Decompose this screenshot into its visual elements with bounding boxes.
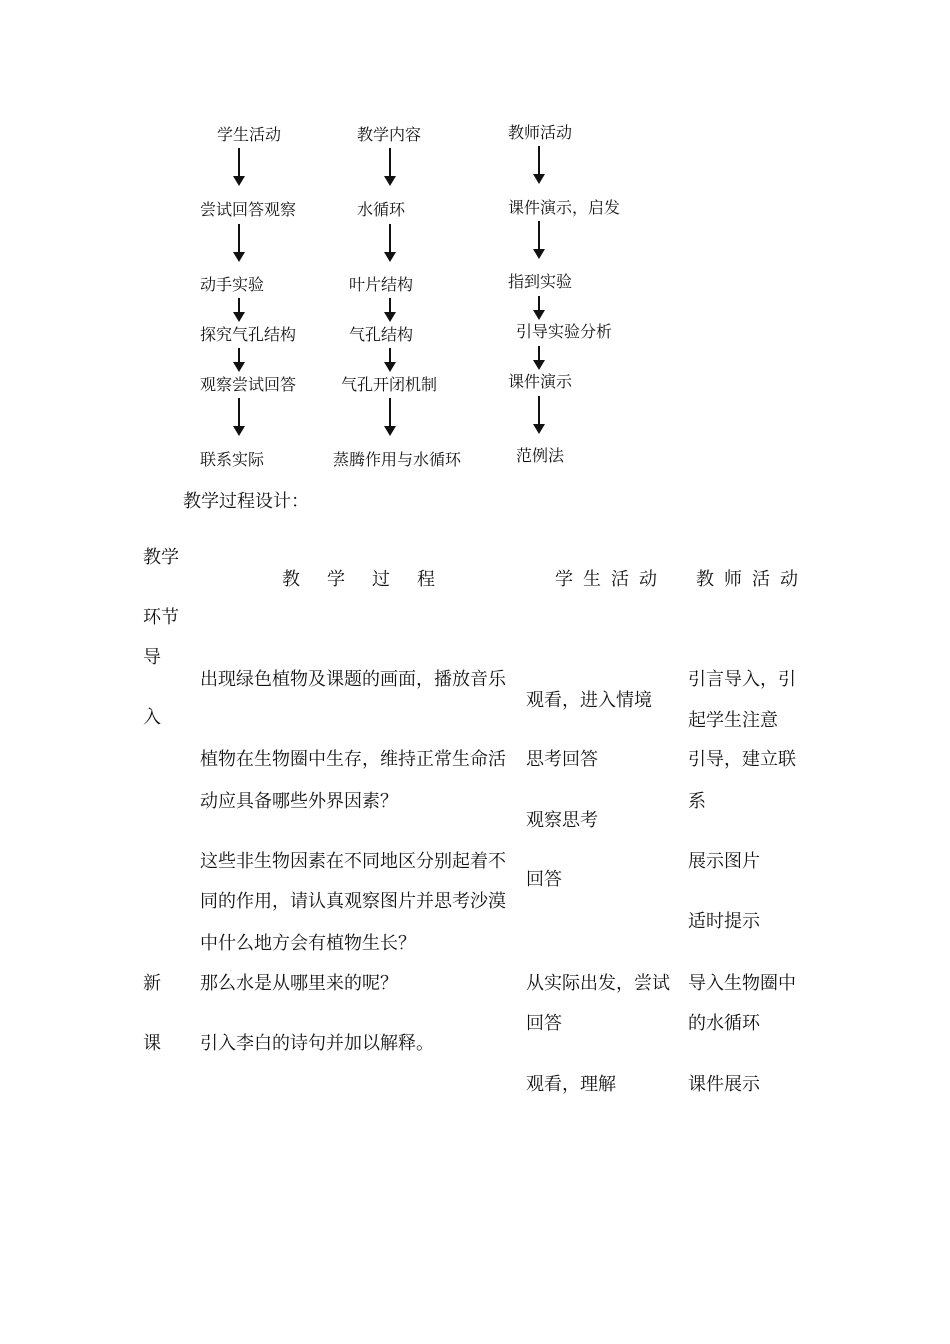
flow-node: 尝试回答观察 [200,200,297,219]
flow-node: 叶片结构 [349,275,414,294]
teacher-line: 系 [688,791,706,812]
arrow-down-icon [384,224,396,262]
teacher-line: 课件展示 [688,1074,760,1095]
flow-node: 课件演示，启发 [508,198,621,217]
process-line: 这些非生物因素在不同地区分别起着不 [200,851,506,872]
process-line: 引入李白的诗句并加以解释。 [200,1033,434,1054]
process-line: 中什么地方会有植物生长？ [200,933,416,954]
arrow-down-icon [233,298,245,322]
flow-node: 引导实验分析 [516,322,613,341]
teacher-line: 的水循环 [688,1013,760,1034]
teacher-line: 起学生注意 [688,710,778,731]
flow-node: 水循环 [357,200,406,219]
flow-node: 探究气孔结构 [200,325,297,344]
arrow-down-icon [533,221,545,259]
process-line: 植物在生物圈中生存，维持正常生命活 [200,749,506,770]
header-stage-line2: 环节 [143,607,179,628]
flow-node: 课件演示 [508,372,573,391]
flow-node: 联系实际 [200,450,265,469]
stage-intro-line2: 入 [143,707,161,728]
arrow-down-icon [533,146,545,184]
student-line: 从实际出发，尝试 [526,973,670,994]
arrow-down-icon [384,298,396,322]
flow-node: 动手实验 [200,275,265,294]
flow-node: 蒸腾作用与水循环 [333,450,462,469]
student-line: 观看，进入情境 [526,690,652,711]
arrow-down-icon [233,148,245,186]
header-stage-line1: 教学 [143,547,179,568]
process-line: 动应具备哪些外界因素？ [200,791,398,812]
header-student: 学生活动 [555,569,667,590]
student-line: 观看，理解 [526,1074,616,1095]
teacher-line: 引导，建立联 [688,749,796,770]
stage-new-line1: 新 [143,973,161,994]
section-title: 教学过程设计： [183,491,309,512]
arrow-down-icon [384,398,396,436]
flow-node: 学生活动 [217,125,282,144]
teacher-line: 引言导入，引 [688,669,796,690]
flow-node: 气孔开闭机制 [341,375,438,394]
student-line: 观察思考 [526,810,598,831]
student-line: 回答 [526,869,562,890]
process-line: 同的作用，请认真观察图片并思考沙漠 [200,891,506,912]
teacher-line: 适时提示 [688,911,760,932]
arrow-down-icon [533,296,545,320]
header-teacher: 教师活动 [696,569,808,590]
arrow-down-icon [384,348,396,372]
arrow-down-icon [233,348,245,372]
flow-node: 教学内容 [357,125,422,144]
arrow-down-icon [384,148,396,186]
arrow-down-icon [533,396,545,434]
stage-intro-line1: 导 [143,647,161,668]
flow-node: 范例法 [516,446,565,465]
student-line: 思考回答 [526,749,598,770]
flow-node: 观察尝试回答 [200,375,297,394]
process-line: 那么水是从哪里来的呢？ [200,973,398,994]
student-line: 回答 [526,1013,562,1034]
flow-node: 教师活动 [508,123,573,142]
arrow-down-icon [233,398,245,436]
flow-node: 指到实验 [508,272,573,291]
teacher-line: 展示图片 [688,851,760,872]
process-line: 出现绿色植物及课题的画面，播放音乐 [200,669,506,690]
teacher-line: 导入生物圈中 [688,973,796,994]
header-process: 教学过程 [282,569,462,590]
stage-new-line2: 课 [143,1033,161,1054]
arrow-down-icon [233,224,245,262]
flow-node: 气孔结构 [349,325,414,344]
arrow-down-icon [533,346,545,370]
